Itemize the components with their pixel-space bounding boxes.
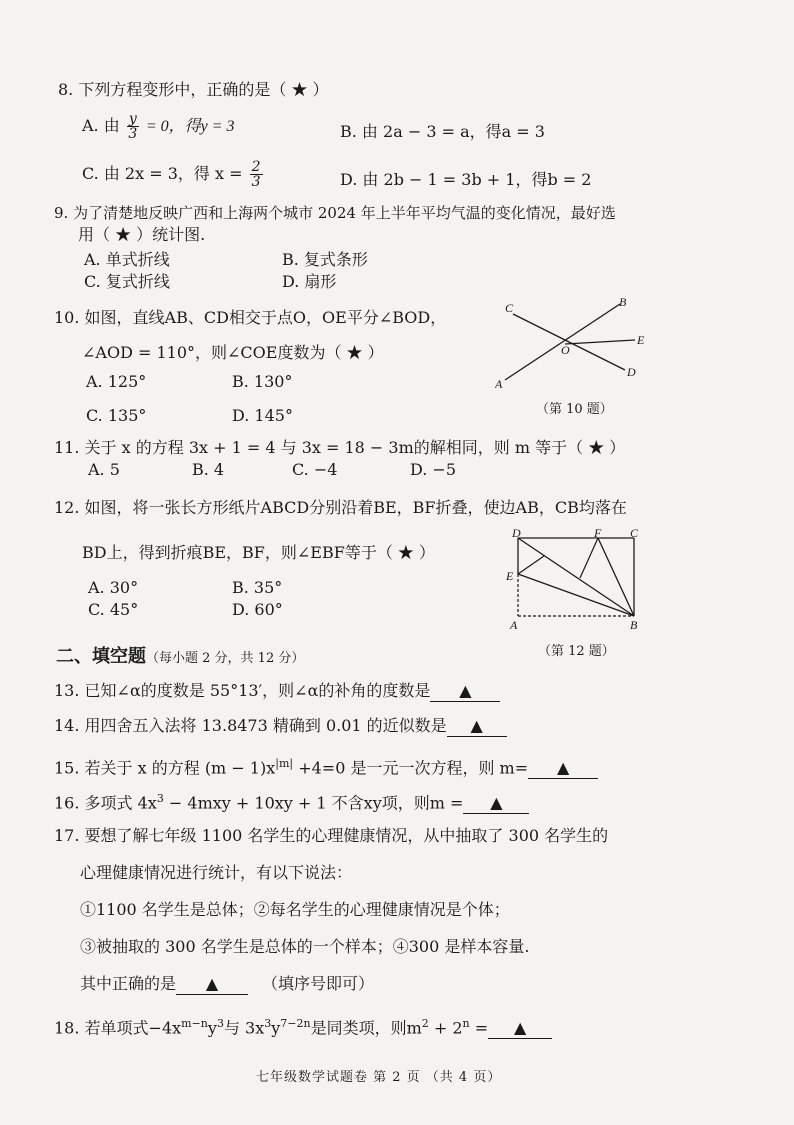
label-b: B xyxy=(619,296,627,309)
answer-blank: ▲ xyxy=(430,681,500,702)
label-c: C xyxy=(505,301,514,315)
answer-blank: ▲ xyxy=(447,716,507,737)
q8-option-d: D. 由 2b − 1 = 3b + 1，得b = 2 xyxy=(340,170,592,189)
label-o: O xyxy=(561,343,570,357)
q18-superscript: m−n xyxy=(181,1017,208,1030)
q12-caption: （第 12 题） xyxy=(538,644,615,659)
label-a: A xyxy=(510,618,518,632)
denominator: 3 xyxy=(128,126,138,142)
q11-stem: 11. 关于 x 的方程 3x + 1 = 4 与 3x = 18 − 3m的解相同，则 m 等于（ ★ ） xyxy=(54,438,626,457)
q10-figure xyxy=(495,296,655,391)
label-a: A xyxy=(495,377,503,391)
answer-blank: ▲ xyxy=(463,793,529,814)
q12-line1: 12. 如图，将一张长方形纸片ABCD分别沿着BE，BF折叠，使边AB，CB均落在 xyxy=(54,498,627,517)
q14 xyxy=(54,716,507,737)
q18-superscript: 3 xyxy=(264,1017,272,1030)
q9-option-c: C. 复式折线 xyxy=(84,272,170,291)
q10-caption: （第 10 题） xyxy=(536,402,613,417)
fold-edge-f xyxy=(580,538,598,578)
q9-option-a: A. 单式折线 xyxy=(84,250,170,269)
q17-line1: 17. 要想了解七年级 1100 名学生的心理健康情况，从中抽取了 300 名学生的 xyxy=(54,826,609,845)
q18-text: 与 3x xyxy=(223,1018,265,1038)
q15-superscript: |m| xyxy=(275,757,294,770)
section-2-title: 二、填空题 xyxy=(56,646,146,667)
numerator: y xyxy=(128,111,137,127)
q15 xyxy=(54,754,598,779)
q12-line2: BD上，得到折痕BE，BF，则∠EBF等于（ ★ ） xyxy=(82,543,436,562)
label-d: D xyxy=(627,365,636,379)
q12-option-b: B. 35° xyxy=(232,578,283,597)
q8-option-c-prefix: C. 由 2x = 3，得 x = xyxy=(82,164,243,183)
label-e: E xyxy=(637,333,645,347)
q17-line5-prefix: 其中正确的是 xyxy=(80,974,177,993)
numerator: 2 xyxy=(251,159,261,175)
q8-stem: 8. 下列方程变形中，正确的是（ ★ ） xyxy=(58,80,329,99)
q10-option-d: D. 145° xyxy=(232,406,293,425)
q17-line4: ③被抽取的 300 名学生是总体的一个样本；④300 是样本容量. xyxy=(80,937,530,956)
q12-figure xyxy=(504,528,652,636)
q12-option-c: C. 45° xyxy=(88,600,139,619)
answer-blank: ▲ xyxy=(488,1018,552,1039)
q17-line5 xyxy=(80,974,374,995)
answer-blank: ▲ xyxy=(176,974,248,995)
label-f: F xyxy=(594,528,602,540)
q8-option-a-prefix: A. 由 xyxy=(82,116,120,135)
q18-text: y xyxy=(271,1018,281,1038)
q11-option-d: D. −5 xyxy=(410,460,457,479)
q18-text: y xyxy=(207,1018,217,1038)
q10-option-c: C. 135° xyxy=(86,406,147,425)
q16-text-post: − 4mxy + 10xy + 1 不含xy项，则m = xyxy=(163,793,464,813)
q9-line2: 用（ ★ ）统计图. xyxy=(78,225,206,244)
q9-line1: 9. 为了清楚地反映广西和上海两个城市 2024 年上半年平均气温的变化情况，最好选 xyxy=(54,204,616,222)
label-b: B xyxy=(630,618,638,632)
section-2-note: （每小题 2 分，共 12 分） xyxy=(146,651,305,666)
label-e: E xyxy=(506,569,514,583)
fold-edge-e xyxy=(518,556,544,574)
q18-superscript: 7−2n xyxy=(280,1017,311,1030)
q18-superscript: 3 xyxy=(216,1017,224,1030)
q9-option-d: D. 扇形 xyxy=(282,272,337,291)
page-footer: 七年级数学试题卷 第 2 页 （共 4 页） xyxy=(256,1070,502,1085)
q10-option-b: B. 130° xyxy=(232,372,293,391)
q18-text: = xyxy=(469,1018,489,1038)
q12-option-d: D. 60° xyxy=(232,600,283,619)
fraction xyxy=(127,112,139,141)
q10-line2: ∠AOD = 110°，则∠COE度数为（ ★ ） xyxy=(82,343,384,362)
answer-blank: ▲ xyxy=(528,758,598,779)
q13-text: 13. 已知∠α的度数是 55°13′，则∠α的补角的度数是 xyxy=(54,681,431,700)
q8-option-a-suffix: = 0，得y = 3 xyxy=(145,118,235,135)
q12-option-a: A. 30° xyxy=(88,578,139,597)
ray-oe xyxy=(565,340,635,344)
q17-line5-suffix: （填序号即可） xyxy=(262,974,375,993)
q8-option-a xyxy=(82,112,235,141)
q18-text: + 2 xyxy=(428,1018,463,1038)
q18-superscript: n xyxy=(462,1017,470,1030)
fraction xyxy=(250,160,263,189)
q18-text: 18. 若单项式−4x xyxy=(54,1018,182,1038)
q11-option-b: B. 4 xyxy=(192,460,225,479)
section-2-header xyxy=(56,647,304,669)
q8-option-b: B. 由 2a − 3 = a，得a = 3 xyxy=(340,122,545,141)
q10-line1: 10. 如图，直线AB、CD相交于点O，OE平分∠BOD， xyxy=(54,308,447,327)
q16 xyxy=(54,789,529,814)
q15-text-post: +4=0 是一元一次方程，则 m= xyxy=(293,758,529,778)
q13 xyxy=(54,681,500,702)
q18 xyxy=(54,1014,552,1039)
q11-option-a: A. 5 xyxy=(88,460,120,479)
q18-superscript: 2 xyxy=(421,1017,429,1030)
q8-option-c xyxy=(82,160,265,189)
denominator: 3 xyxy=(251,174,261,190)
label-d: D xyxy=(512,528,521,540)
q18-text: 是同类项，则m xyxy=(310,1018,422,1038)
q11-option-c: C. −4 xyxy=(292,460,338,479)
q16-text-pre: 16. 多项式 4x xyxy=(54,793,157,813)
q14-text: 14. 用四舍五入法将 13.8473 精确到 0.01 的近似数是 xyxy=(54,716,447,735)
label-c: C xyxy=(630,528,639,540)
q17-line2: 心理健康情况进行统计，有以下说法： xyxy=(80,863,353,882)
q16-superscript: 3 xyxy=(156,792,164,805)
q17-line3: ①1100 名学生是总体；②每名学生的心理健康情况是个体； xyxy=(80,900,510,919)
q10-option-a: A. 125° xyxy=(86,372,147,391)
crease-be xyxy=(518,574,634,616)
q15-text-pre: 15. 若关于 x 的方程 (m − 1)x xyxy=(54,758,276,778)
q9-option-b: B. 复式条形 xyxy=(282,250,368,269)
